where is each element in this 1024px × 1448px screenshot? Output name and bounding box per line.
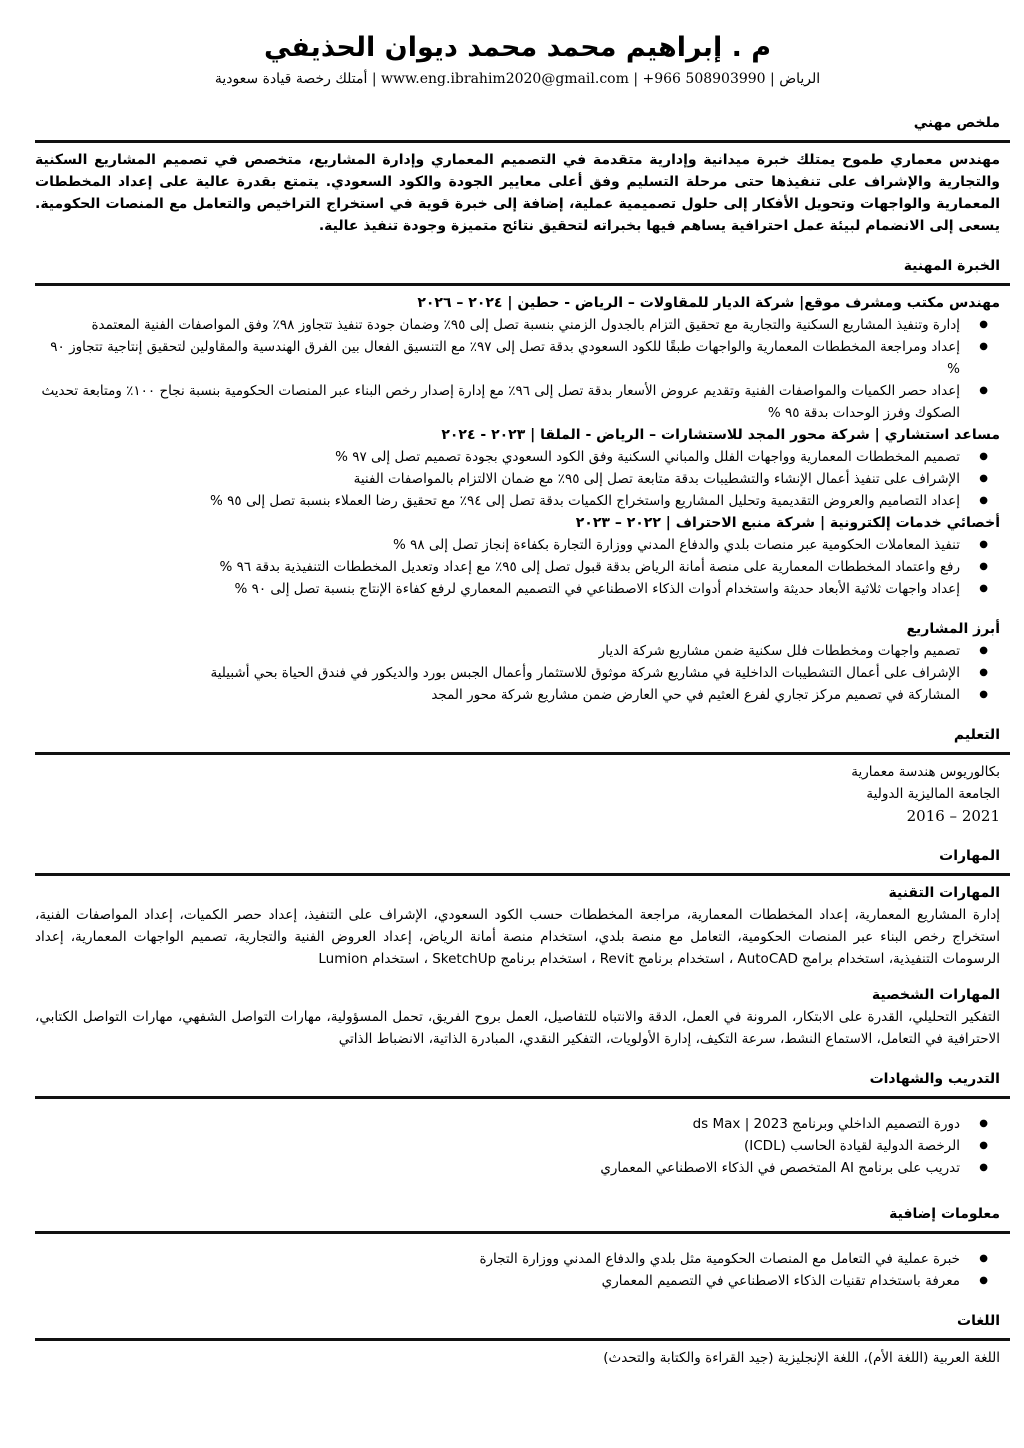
- job-heading: مساعد استشاري | شركة محور المجد للاستشارات – الرياض - الملقا | ٢٠٢٣ - ٢٠٢٤: [441, 427, 1000, 443]
- education-degree: بكالوريوس هندسة معمارية: [851, 764, 1000, 780]
- job-entry: [35, 424, 1000, 512]
- education-university: الجامعة الماليزية الدولية: [866, 786, 1000, 802]
- list-item: ● تنفيذ المعاملات الحكومية عبر منصات بلدي والدفاع المدني ووزارة التجارة بكفاءة إنجاز تصل إلى ٩٨ %: [35, 534, 960, 556]
- list-item: ● إعداد واجهات ثلاثية الأبعاد حديثة واستخدام أدوات الذكاء الاصطناعي في التصميم المعماري لرفع كفاءة الإنتاج بنسبة تصل إلى ٩٠ %: [35, 578, 960, 600]
- list-item: ● تدريب على برنامج AI المتخصص في الذكاء الاصطناعي المعماري: [35, 1157, 960, 1179]
- summary-title: ملخص مهني: [913, 115, 1000, 131]
- projects-list: [35, 640, 1000, 706]
- divider: [35, 1096, 1010, 1099]
- job-bullets: [35, 446, 1000, 512]
- additional-list: [35, 1248, 1000, 1292]
- projects-title: أبرز المشاريع: [906, 621, 1000, 637]
- job-bullets: [35, 534, 1000, 600]
- summary-text: مهندس معماري طموح يمتلك خبرة ميدانية وإدارية متقدمة في التصميم المعماري وإدارة المشاريع، متخصص في تصميم المشاريع السكنية والتجارية والإشراف على تنفيذها حتى مرحلة التسليم وفق أعلى معايير الجودة والكود السعودي. يتمتع بقدرة عالية على إعداد المخططات المعمارية والواجهات وتحويل الأفكار إلى حلول تصميمية عملية، إضافة إلى خبرة قوية في استخراج التراخيص والتعامل مع المنصات الحكومية. يسعى إلى الانضمام لبيئة عمل احترافية يساهم فيها بخبراته لتحقيق نتائج متميزة وجودة تنفيذ عالية.: [35, 152, 1000, 234]
- divider: [35, 140, 1010, 143]
- list-item: ● خبرة عملية في التعامل مع المنصات الحكومية مثل بلدي والدفاع المدني ووزارة التجارة: [35, 1248, 960, 1270]
- job-entry: [35, 292, 1000, 424]
- education-title: التعليم: [953, 727, 1000, 743]
- divider: [35, 1231, 1010, 1234]
- divider: [35, 873, 1010, 876]
- education-years: 2016 – 2021: [906, 807, 1000, 825]
- list-item: ● المشاركة في تصميم مركز تجاري لفرع العثيم في حي العارض ضمن مشاريع شركة محور المجد: [35, 684, 960, 706]
- divider: [35, 1338, 1010, 1341]
- personal-skills-title: المهارات الشخصية: [871, 987, 1000, 1003]
- contact-line: الرياض | 508903990 966+ | www.eng.ibrahim2020@gmail.com | أمتلك رخصة قيادة سعودية: [214, 71, 821, 87]
- skills-title: المهارات: [939, 848, 1000, 864]
- technical-skills-text: إدارة المشاريع المعمارية، إعداد المخططات المعمارية، مراجعة المخططات حسب الكود السعودي، الإشراف على التنفيذ، إعداد حصر الكميات، إعداد المواصفات الفنية، استخراج رخص البناء عبر المنصات الحكومية، التعامل مع منصة بلدي، استخدام منصة أمانة الرياض، إعداد العروض الفنية والتجارية، تصميم الواجهات المعمارية، إعداد الرسومات التنفيذية، استخدام برامج AutoCAD ، استخدام برنامج Revit ، استخدام برنامج SketchUp ، استخدام Lumion: [35, 907, 1000, 967]
- job-heading: أخصائي خدمات إلكترونية | شركة منبع الاحتراف | ٢٠٢٢ – ٢٠٢٣: [575, 515, 1000, 531]
- divider: [35, 752, 1010, 755]
- training-title: التدريب والشهادات: [869, 1071, 1000, 1087]
- list-item: ● الرخصة الدولية لقيادة الحاسب (ICDL): [35, 1135, 960, 1157]
- list-item: ● دورة التصميم الداخلي وبرنامج ds Max | 2023: [35, 1113, 960, 1135]
- personal-skills-text: التفكير التحليلي، القدرة على الابتكار، المرونة في العمل، الدقة والانتباه للتفاصيل، العمل بروح الفريق، تحمل المسؤولية، مهارات التواصل الشفهي، مهارات التواصل الكتابي، الاحترافية في التعامل، الاستماع النشط، سرعة التكيف، إدارة الأولويات، التفكير النقدي، المبادرة الذاتية، الانضباط الذاتي: [35, 1009, 1000, 1047]
- additional-title: معلومات إضافية: [889, 1206, 1000, 1222]
- list-item: ● إدارة وتنفيذ المشاريع السكنية والتجارية مع تحقيق التزام بالجدول الزمني بنسبة تصل إلى ٩٥٪ وضمان جودة تنفيذ تتجاوز ٩٨٪ وفق المواصفات الفنية المعتمدة: [35, 314, 960, 336]
- list-item: ● تصميم المخططات المعمارية وواجهات الفلل والمباني السكنية وفق الكود السعودي بجودة تصميم تصل إلى ٩٧ %: [35, 446, 960, 468]
- list-item: ● إعداد حصر الكميات والمواصفات الفنية وتقديم عروض الأسعار بدقة تصل إلى ٩٦٪ مع إدارة إصدار رخص البناء عبر المنصات الحكومية بنسبة نجاح ١٠٠٪ ومتابعة تحديث الصكوك وفرز الوحدات بدقة ٩٥ %: [35, 380, 960, 424]
- list-item: ● إعداد ومراجعة المخططات المعمارية والواجهات طبقًا للكود السعودي بدقة تصل إلى ٩٧٪ مع التنسيق الفعال بين الفرق الهندسية والمقاولين لتحقيق إنتاجية تتجاوز ٩٠ %: [35, 336, 960, 380]
- list-item: ● إعداد التصاميم والعروض التقديمية وتحليل المشاريع واستخراج الكميات بدقة تصل إلى ٩٤٪ مع تحقيق رضا العملاء بنسبة تصل إلى ٩٥ %: [35, 490, 960, 512]
- job-bullets: [35, 314, 1000, 424]
- list-item: ● معرفة باستخدام تقنيات الذكاء الاصطناعي في التصميم المعماري: [35, 1270, 960, 1292]
- list-item: ● الإشراف على أعمال التشطيبات الداخلية في مشاريع شركة موثوق للاستثمار وأعمال الجبس بورد والديكور في فندق الحياة بحي أشبيلية: [35, 662, 960, 684]
- job-entry: [35, 512, 1000, 600]
- divider: [35, 283, 1010, 286]
- languages-text: اللغة العربية (اللغة الأم)، اللغة الإنجليزية (جيد القراءة والكتابة والتحدث): [603, 1350, 1000, 1366]
- job-heading: مهندس مكتب ومشرف موقع| شركة الديار للمقاولات – الرياض - حطين | ٢٠٢٤ – ٢٠٢٦: [417, 295, 1000, 311]
- list-item: ● الإشراف على تنفيذ أعمال الإنشاء والتشطيبات بدقة متابعة تصل إلى ٩٥٪ مع ضمان الالتزام بالمواصفات الفنية: [35, 468, 960, 490]
- list-item: ● تصميم واجهات ومخططات فلل سكنية ضمن مشاريع شركة الديار: [35, 640, 960, 662]
- candidate-name: م . إبراهيم محمد محمد ديوان الحذيفي: [263, 32, 772, 63]
- experience-title: الخبرة المهنية: [903, 258, 1000, 274]
- languages-title: اللغات: [957, 1313, 1000, 1329]
- technical-skills-title: المهارات التقنية: [888, 885, 1000, 901]
- list-item: ● رفع واعتماد المخططات المعمارية على منصة أمانة الرياض بدقة قبول تصل إلى ٩٥٪ مع إعداد وتعديل المخططات التنفيذية بدقة ٩٦ %: [35, 556, 960, 578]
- training-list: [35, 1113, 1000, 1179]
